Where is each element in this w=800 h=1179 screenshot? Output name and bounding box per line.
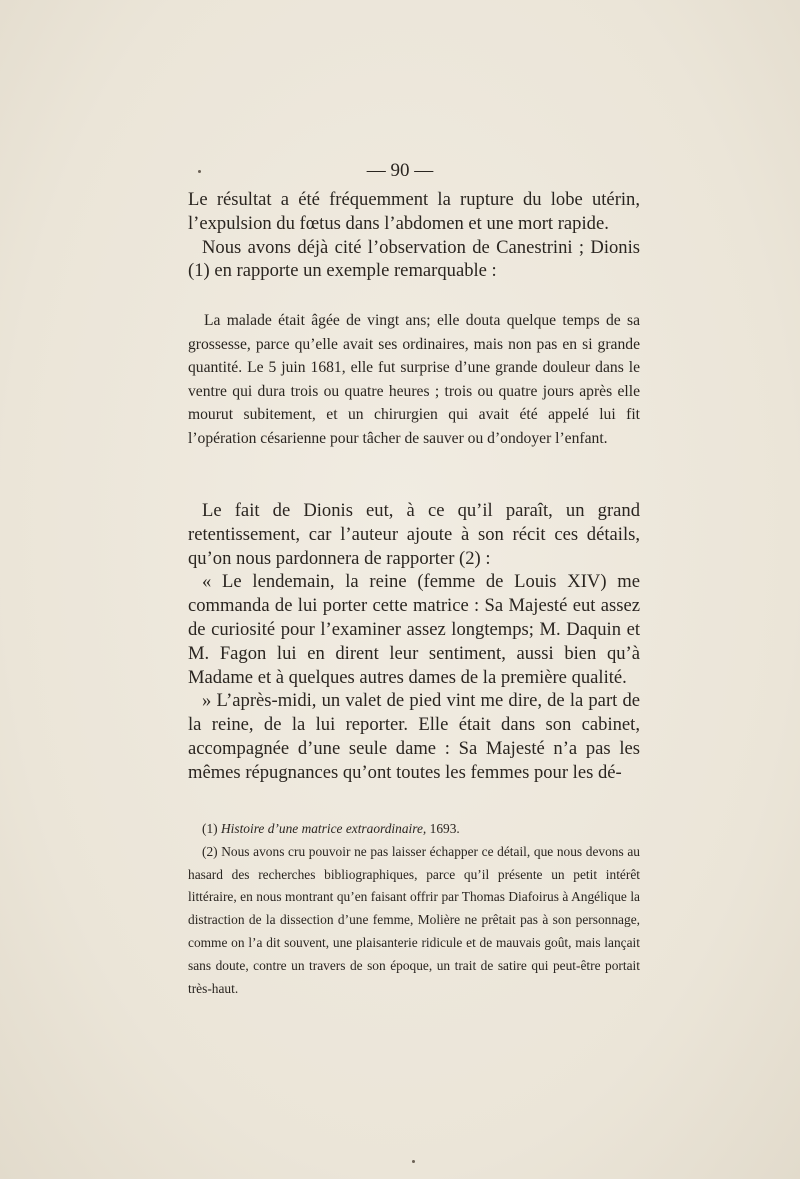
body-paragraph-1: Le fait de Dionis eut, à ce qu’il paraît, un grand retentissement, car l’auteur ajoute à son récit ces détails, qu’on nous pardonnera de rapporter (2) :: [188, 500, 640, 569]
footnote-1-year: 1693.: [429, 821, 460, 836]
footnote-2: (2) Nous avons cru pouvoir ne pas laisser échapper ce détail, que nous devons au hasard des recherches bibliographiques, parce qu’il présente un petit intérêt littéraire, en nous montrant qu’en faisant offrir par Thomas Diafoirus à Angélique la distraction de la dissection d’une femme, Molière ne prêtait pas à son personnage, comme on l’a dit souvent, une plaisanterie ridicule et de mauvais goût, mais lançait sans doute, contre un travers de son époque, un trait de satire qui peut-être portait très-haut.: [188, 843, 640, 996]
intro-section: [188, 188, 640, 283]
intro-paragraph-1: Le résultat a été fréquemment la rupture du lobe utérin, l’expulsion du fœtus dans l’abdomen et une mort rapide.: [188, 189, 640, 234]
quotation-block: [188, 309, 640, 451]
intro-paragraph-2: Nous avons déjà cité l’observation de Canestrini ; Dionis (1) en rapporte un exemple remarquable :: [188, 236, 640, 282]
body-paragraph-3: » L’après-midi, un valet de pied vint me dire, de la part de la reine, de la lui reporter. Elle était dans son cabinet, accompagnée d’une seule dame : Sa Majesté n’a pas les mêmes répugnances qu’ont toutes les femmes pour les dé-: [188, 690, 640, 783]
quotation-text: La malade était âgée de vingt ans; elle douta quelque temps de sa grossesse, parce qu’elle avait ses ordinaires, mais non pas en si grande quantité. Le 5 juin 1681, elle fut surprise d’une grande douleur dans le ventre qui dura trois ou quatre heures ; trois ou quatre jours après elle mourut subitement, et un chirurgien qui avait été appelé lui fit l’opération césarienne pour tâcher de sauver ou d’ondoyer l’enfant.: [188, 312, 640, 447]
body-section: [188, 499, 640, 785]
footnote-1: [188, 818, 640, 841]
footnote-1-title: Histoire d’une matrice extraordinaire,: [220, 821, 427, 836]
footnotes: [188, 818, 640, 1000]
ink-speck: [412, 1160, 415, 1163]
page-number: — 90 —: [366, 160, 434, 181]
body-paragraph-2: « Le lendemain, la reine (femme de Louis XIV) me commanda de lui porter cette matrice : Sa Majesté eut assez de curiosité pour l’examiner assez longtemps; M. Daquin et M. Fagon lui en dirent leur sentiment, aussi bien qu’à Madame et à quelques autres dames de la première qualité.: [188, 571, 640, 688]
footnote-1-marker: (1): [202, 821, 218, 836]
